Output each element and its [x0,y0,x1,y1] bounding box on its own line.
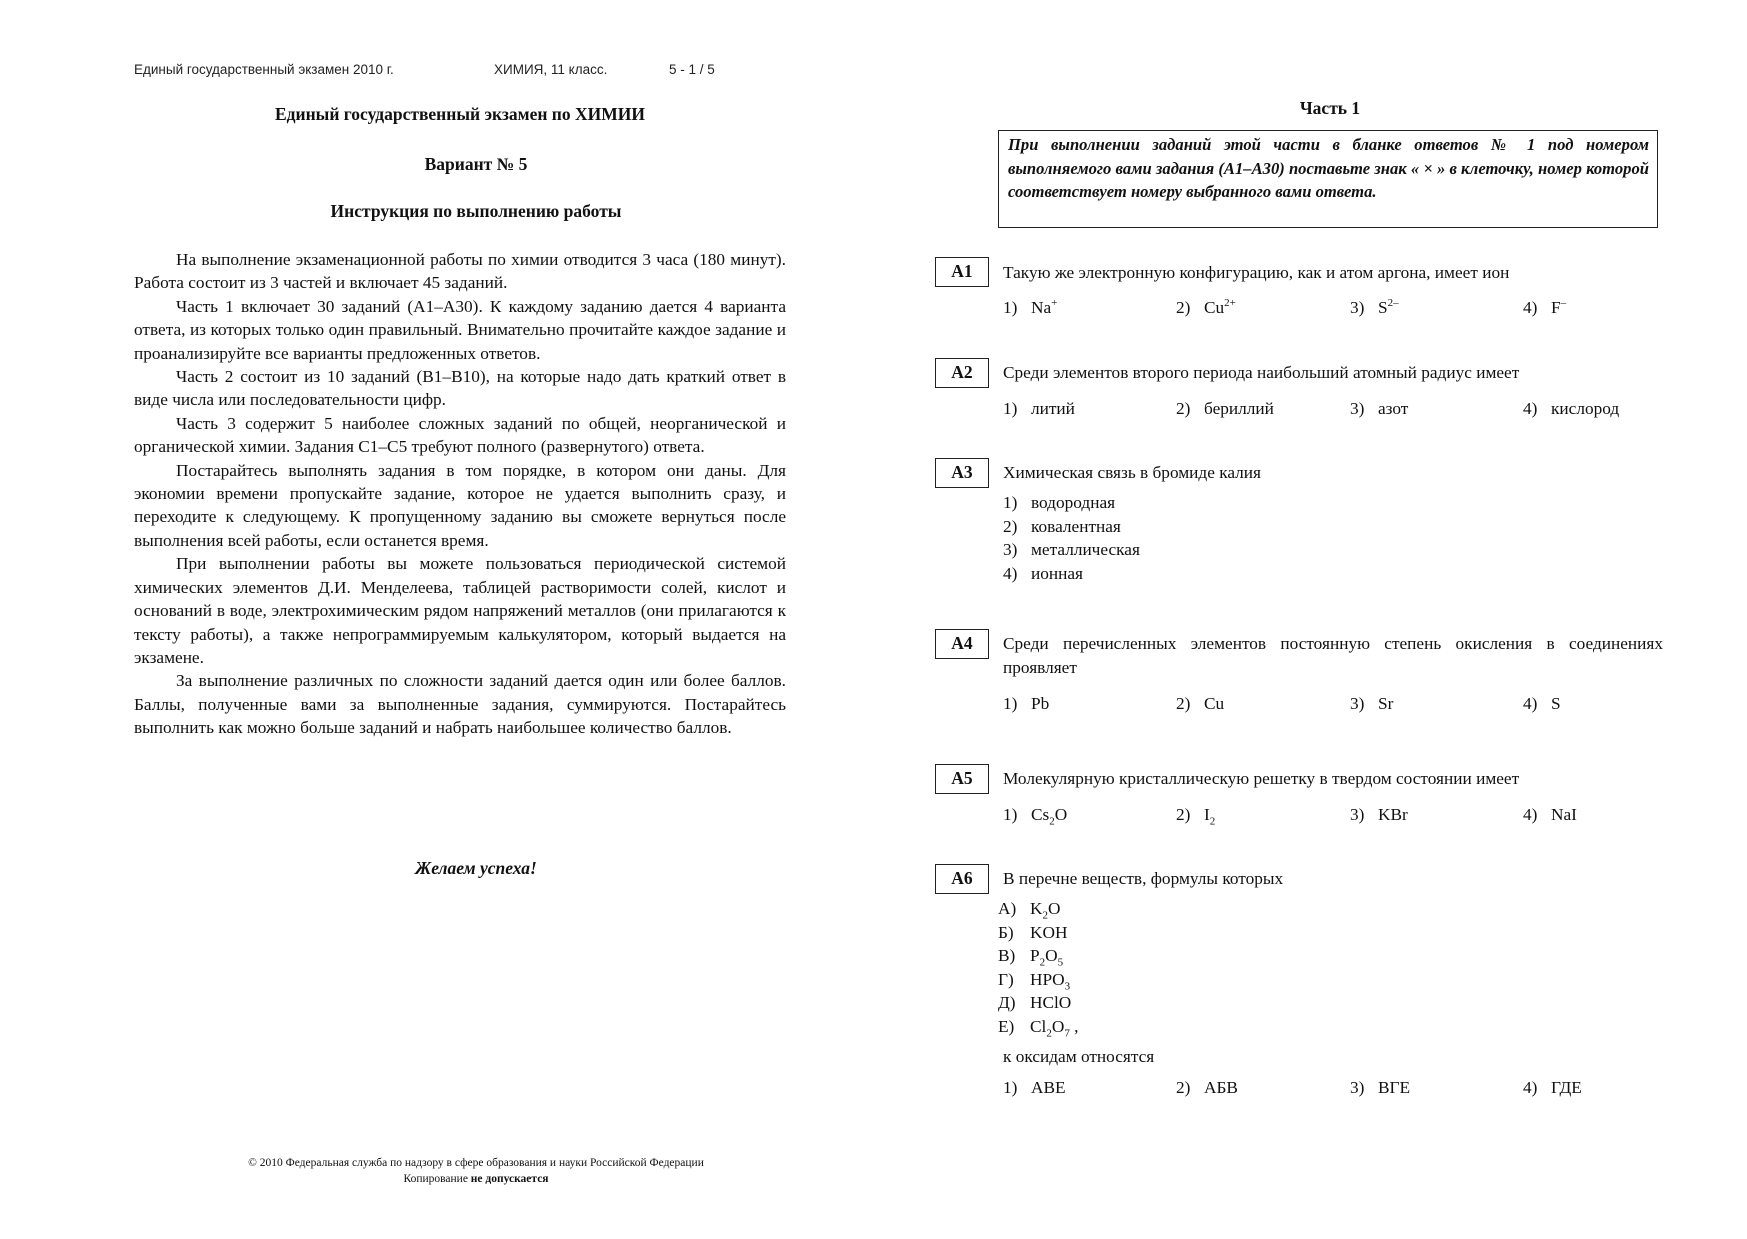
option-1[interactable]: 1) $Cs_2O$ [1003,805,1068,828]
option-2[interactable]: 2) Cu [1176,694,1225,713]
substance-item: Д) HClO [998,993,1072,1012]
option-4[interactable]: 4) кислород [1523,399,1620,418]
substance-item: Е) $Cl_2O_7$ , [998,1016,1079,1039]
question-a6-tail: к оксидам относятся [1003,1047,1155,1066]
question-a6-text: В перечне веществ, формулы которых [1003,869,1284,888]
copy-notice-text: Копирование [403,1173,471,1185]
question-a6-substances [998,897,1078,1038]
substance-item: В) $P_2O_5$ [998,946,1064,969]
variant-title: Вариант № 5 [424,154,528,174]
option-1[interactable]: 1) Pb [1003,694,1050,713]
option-2[interactable]: 2) $Cu^{2+}$ [1176,297,1236,317]
question-a3-text: Химическая связь в бромиде калия [1003,463,1261,482]
substance-item: А) $K_2O$ [998,899,1061,922]
good-luck-text: Желаем успеха! [415,858,537,878]
header-exam: Единый государственный экзамен 2010 г. [134,62,394,77]
copy-notice-bold: не допускается [470,1173,549,1185]
option-2[interactable]: 2) $I_2$ [1176,805,1216,828]
option-1[interactable]: 1) Na+ [1003,297,1058,317]
option-2[interactable]: 2) АБВ [1176,1078,1238,1097]
option-4[interactable]: 4) NaI [1523,805,1577,824]
question-a4-text: Среди перечисленных элементов постоянную степень окисления в соединениях проявляет [1003,634,1663,677]
part-instruction-text: При выполнении заданий этой части в бланке ответов № 1 под номером выполняемого вами задания (А1–А30) поставьте знак « × » в клеточку, номер которой соответствует номеру выбранного вами ответа. [1008,135,1649,201]
question-number-a6: А6 [935,864,989,894]
option-3[interactable]: 3) Sr [1350,694,1394,713]
question-number-a4: А4 [935,629,989,659]
question-a1-text: Такую же электронную конфигурацию, как и атом аргона, имеет ион [1003,263,1510,282]
option-2[interactable]: 2) бериллий [1176,399,1274,418]
copyright-line: © 2010 Федеральная служба по надзору в сфере образования и науки Российской Федерации [248,1157,704,1169]
substance-item: Г) $HPO_3$ [998,969,1071,992]
paragraph: На выполнение экзаменационной работы по химии отводится 3 часа (180 минут). Работа состоит из 3 частей и включает 45 заданий. [134,250,786,293]
option-1[interactable]: 1) литий [1003,399,1075,418]
option-2[interactable]: 2) ковалентная [1003,516,1121,536]
option-1[interactable]: 1) водородная [1003,493,1116,512]
question-number-a1: А1 [935,257,989,287]
option-3[interactable]: 3) ВГЕ [1350,1078,1411,1097]
option-3[interactable]: 3) азот [1350,399,1409,418]
option-3[interactable]: 3) KBr [1350,805,1408,824]
option-4[interactable]: 4) ионная [1003,563,1084,583]
part-title: Часть 1 [1299,98,1361,118]
paragraph: Часть 2 состоит из 10 заданий (В1–В10), на которые надо дать краткий ответ в виде числа или последовательности цифр. [134,367,786,410]
copy-notice [134,1172,818,1187]
option-3[interactable]: 3) металлическая [1003,540,1140,559]
option-1[interactable]: 1) АВЕ [1003,1078,1066,1097]
header-subject: ХИМИЯ, 11 класс. [494,62,608,77]
option-4[interactable]: 4) S [1523,694,1561,713]
paragraph: Часть 3 содержит 5 наиболее сложных заданий по общей, неорганической и органической химии. Задания С1–С5 требуют полного (развернутого) ответа. [134,413,786,457]
exam-title: Единый государственный экзамен по ХИМИИ [274,104,645,124]
paragraph: Часть 1 включает 30 заданий (А1–А30). К каждому заданию дается 4 варианта ответа, из которых только один правильный. Внимательно прочитайте каждое задание и проанализируйте все варианты предложенных ответов. [134,296,786,363]
option-4[interactable]: 4) F– [1523,297,1567,317]
substance-item: Б) KOH [998,922,1068,942]
option-3[interactable]: 3) $S^{2-}$ [1350,297,1399,317]
paragraph: Постарайтесь выполнять задания в том порядке, в котором они даны. Для экономии времени пропускайте задание, которое не удается выполнить сразу, и переходите к следующему. К пропущенному заданию вы сможете вернуться после выполнения всей работы, если останется время. [134,460,786,550]
question-a5-text: Молекулярную кристаллическую решетку в твердом состоянии имеет [1003,769,1520,788]
question-number-a3: А3 [935,458,989,488]
instruction-text [134,248,786,740]
question-a3-options [1003,491,1140,585]
instruction-title: Инструкция по выполнению работы [330,201,622,221]
question-a2-text: Среди элементов второго периода наибольший атомный радиус имеет [1003,363,1520,382]
question-number-a2: А2 [935,358,989,388]
paragraph: При выполнении работы вы можете пользоваться периодической системой химических элементов Д.И. Менделеева, таблицей растворимости солей, кислот и оснований в воде, электрохимическим рядом напряжений металлов (они прилагаются к тексту работы), а также непрограммируемым калькулятором, который выдается на экзамене. [134,554,786,667]
part-instruction-box [998,130,1658,228]
question-number-a5: А5 [935,764,989,794]
paragraph: За выполнение различных по сложности заданий дается один или более баллов. Баллы, полученные вами за выполненные задания, суммируются. Постарайтесь выполнить как можно больше заданий и набрать наибольшее количество баллов. [134,671,786,738]
header-page: 5 - 1 / 5 [669,62,715,77]
option-4[interactable]: 4) ГДЕ [1523,1078,1582,1097]
